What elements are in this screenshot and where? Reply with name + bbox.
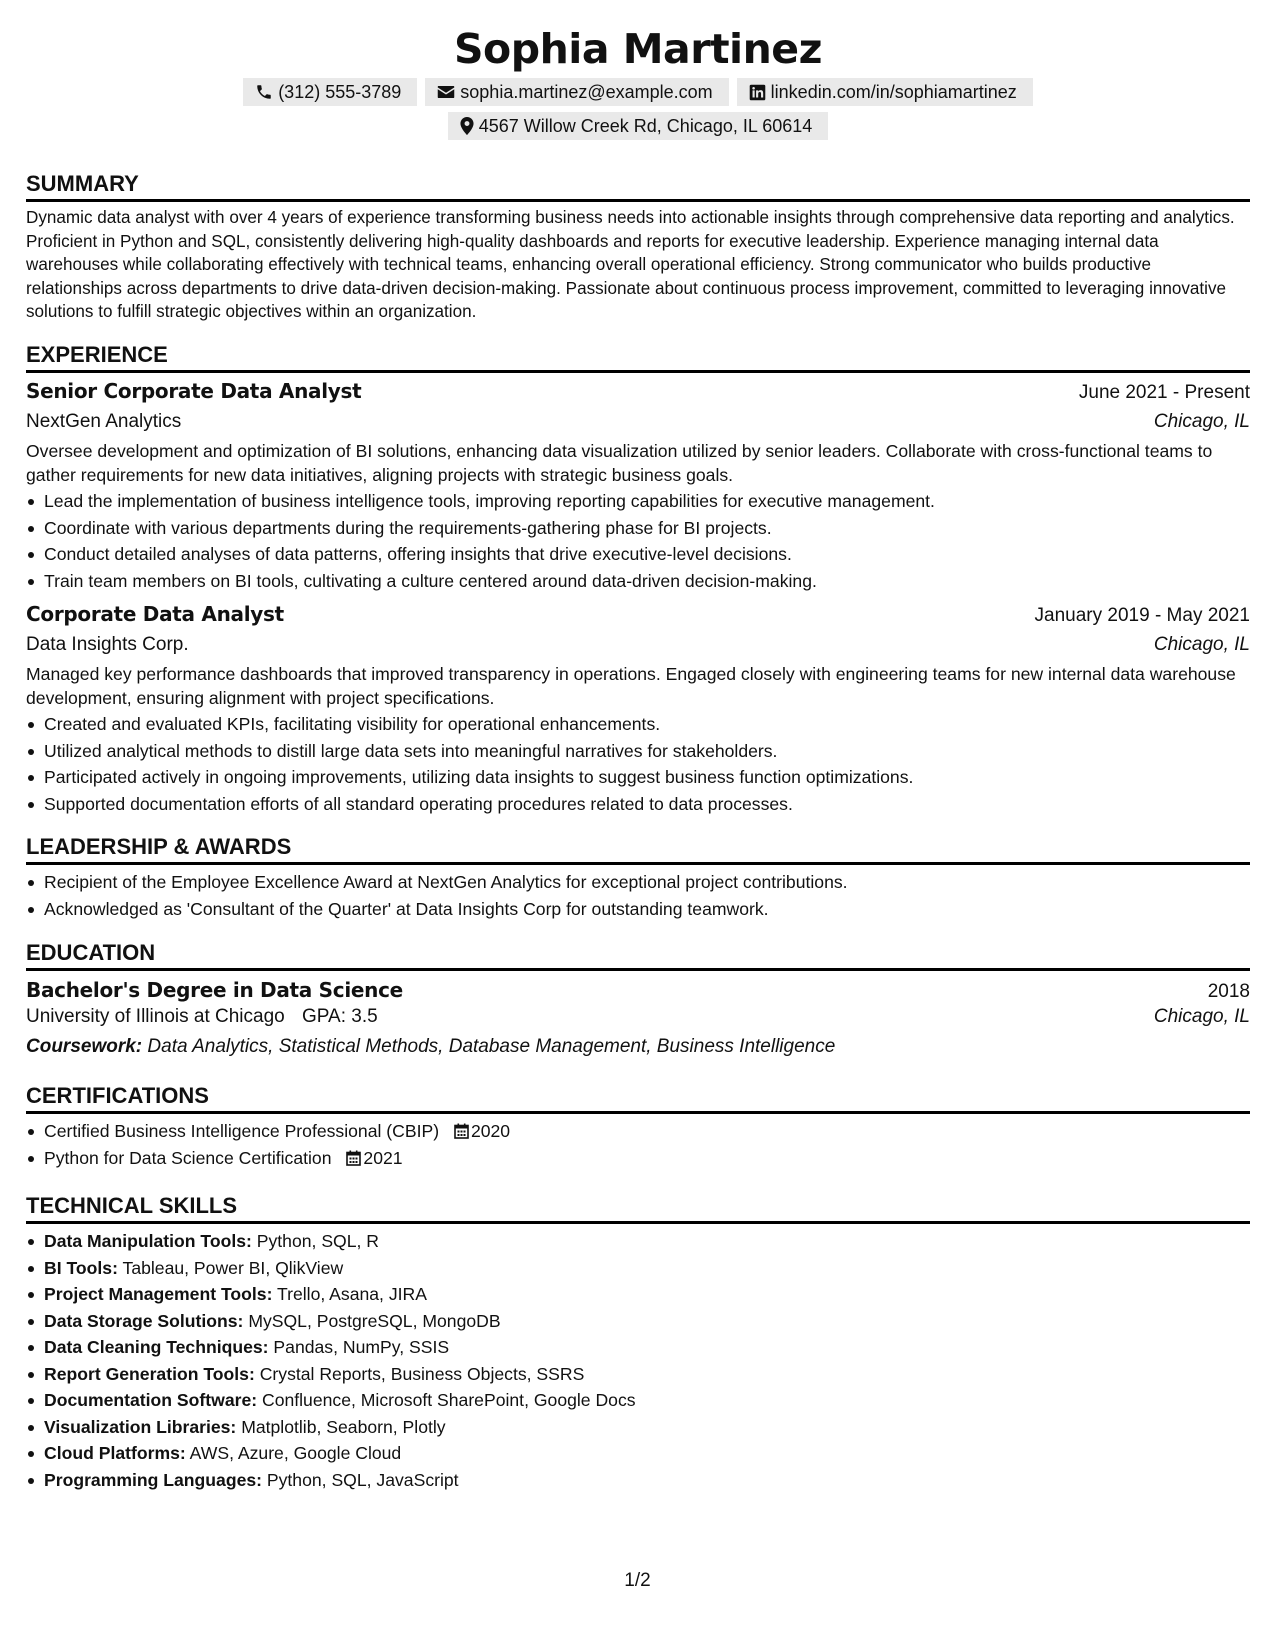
company-name: Data Insights Corp.: [26, 634, 189, 655]
summary-text: Dynamic data analyst with over 4 years of experience transforming business needs into actionable insights through comprehensive data reporting and analytics. Proficient in Python and SQL, consistently delivering high-quality dashboards and reports for executive leadership. Experience managing internal data warehouses while collaborating effectively with technical teams, enhancing overall operational efficiency. Strong communicator who builds productive relationships across departments to drive data-driven decision-making. Passionate about continuous process improvement, committed to leveraging innovative solutions to fulfill strategic objectives within an organization.: [26, 208, 1235, 321]
skill-label: Report Generation Tools:: [44, 1363, 255, 1384]
skills-list: [26, 1228, 1250, 1493]
job-title: Senior Corporate Data Analyst: [26, 379, 362, 403]
list-item: Lead the implementation of business intelligence tools, improving reporting capabilities for executive management.: [44, 488, 1250, 515]
list-item: Recipient of the Employee Excellence Award at NextGen Analytics for exceptional project contributions.: [44, 869, 1250, 896]
skill-value: Matplotlib, Seaborn, Plotly: [241, 1416, 446, 1437]
summary-heading: SUMMARY: [26, 170, 1250, 202]
phone-text: (312) 555-3789: [278, 82, 402, 102]
certification-year: 2021: [363, 1147, 403, 1168]
email-text: sophia.martinez@example.com: [460, 82, 713, 102]
degree-title: Bachelor's Degree in Data Science: [26, 978, 403, 1002]
list-item: Participated actively in ongoing improvements, utilizing data insights to suggest business function optimizations.: [44, 764, 1250, 791]
resume-page: [26, 0, 1250, 1490]
job-date: January 2019 - May 2021: [1034, 605, 1250, 626]
education-section: [26, 939, 1250, 1058]
certifications-heading: CERTIFICATIONS: [26, 1082, 1250, 1114]
email-chip[interactable]: [425, 78, 728, 106]
list-item: [44, 1440, 1250, 1467]
linkedin-icon: [749, 84, 766, 101]
job-date: June 2021 - Present: [1078, 382, 1250, 403]
degree-header: [26, 978, 1250, 1003]
linkedin-chip[interactable]: [737, 78, 1033, 106]
job-title: Corporate Data Analyst: [26, 602, 284, 626]
skill-label: Documentation Software:: [44, 1390, 258, 1410]
list-item: Acknowledged as 'Consultant of the Quarter' at Data Insights Corp for outstanding teamwork.: [44, 896, 1250, 923]
job-subheader: [26, 411, 1250, 433]
calendar-icon: [346, 1150, 361, 1166]
list-item: [44, 1334, 1250, 1361]
address-chip: [448, 112, 829, 140]
skill-value: Pandas, NumPy, SSIS: [273, 1337, 450, 1357]
list-item: [44, 1387, 1250, 1414]
job-description: Managed key performance dashboards that improved transparency in operations. Engaged closely with engineering teams for new internal data warehouse development, ensuring alignment with project specifications.: [26, 664, 1236, 708]
list-item: [44, 1308, 1250, 1335]
list-item: Coordinate with various departments during the requirements-gathering phase for BI projects.: [44, 515, 1250, 542]
coursework-label: Coursework:: [26, 1036, 143, 1057]
experience-heading: EXPERIENCE: [26, 341, 1250, 373]
job-bullets: [26, 711, 1250, 817]
list-item: [44, 1361, 1250, 1388]
school-location: Chicago, IL: [1153, 1006, 1250, 1027]
skill-value: AWS, Azure, Google Cloud: [189, 1443, 402, 1463]
skill-value: Crystal Reports, Business Objects, SSRS: [259, 1363, 585, 1384]
skill-value: MySQL, PostgreSQL, MongoDB: [248, 1310, 501, 1331]
coursework-text: Data Analytics, Statistical Methods, Database Management, Business Intelligence: [147, 1036, 836, 1057]
calendar-icon: [454, 1123, 469, 1139]
skills-heading: TECHNICAL SKILLS: [26, 1192, 1250, 1224]
skill-label: Cloud Platforms:: [44, 1443, 186, 1463]
phone-icon: [255, 83, 273, 101]
job-header: [26, 602, 1250, 627]
certifications-section: [26, 1082, 1250, 1171]
job-description: Oversee development and optimization of BI solutions, enhancing data visualization utilized by senior leaders. Collaborate with cross-functional teams to gather requirements for new data initiatives, aligning projects with strategic business goals.: [26, 441, 1213, 485]
certification-name: Python for Data Science Certification: [44, 1147, 332, 1168]
school-name: University of Illinois at Chicago: [26, 1006, 285, 1027]
job-location: Chicago, IL: [1153, 411, 1250, 432]
certification-year: 2020: [470, 1121, 511, 1141]
leadership-list: [26, 869, 1250, 922]
skill-value: Python, SQL, JavaScript: [266, 1469, 459, 1490]
skill-value: Python, SQL, R: [256, 1231, 380, 1251]
education-heading: EDUCATION: [26, 939, 1250, 971]
candidate-name: Sophia Martinez: [454, 25, 822, 73]
linkedin-text: linkedin.com/in/sophiamartinez: [770, 82, 1017, 102]
list-item: Supported documentation efforts of all standard operating procedures related to data processes.: [44, 791, 1250, 818]
envelope-icon: [437, 84, 455, 100]
job-bullets: [26, 488, 1250, 594]
contact-row-primary: [26, 78, 1250, 106]
graduation-year: 2018: [1207, 981, 1250, 1002]
job-header: [26, 379, 1250, 404]
list-item: [44, 1145, 1250, 1172]
map-pin-icon: [460, 117, 474, 135]
summary-section: [26, 170, 1250, 324]
leadership-section: [26, 833, 1250, 922]
phone-chip[interactable]: [243, 78, 417, 106]
address-text: 4567 Willow Creek Rd, Chicago, IL 60614: [478, 116, 813, 136]
skill-value: Tableau, Power BI, QlikView: [122, 1257, 344, 1278]
list-item: Train team members on BI tools, cultivating a culture centered around data-driven decision-making.: [44, 568, 1250, 595]
list-item: [44, 1118, 1250, 1145]
contact-row-secondary: [26, 112, 1250, 140]
skills-section: [26, 1192, 1250, 1493]
job-entry: [26, 602, 1250, 817]
job-location: Chicago, IL: [1153, 634, 1250, 655]
certification-name: Certified Business Intelligence Professional (CBIP): [44, 1121, 440, 1141]
list-item: [44, 1414, 1250, 1441]
job-subheader: [26, 634, 1250, 656]
school-line: [26, 1006, 1250, 1028]
list-item: [44, 1255, 1250, 1282]
list-item: [44, 1281, 1250, 1308]
job-entry: [26, 379, 1250, 594]
list-item: [44, 1228, 1250, 1255]
gpa: GPA: 3.5: [302, 1006, 378, 1027]
skill-value: Confluence, Microsoft SharePoint, Google Docs: [261, 1390, 636, 1410]
skill-label: Visualization Libraries:: [44, 1416, 237, 1437]
skill-label: Data Manipulation Tools:: [44, 1231, 252, 1251]
skill-label: Project Management Tools:: [44, 1284, 273, 1304]
leadership-heading: LEADERSHIP & AWARDS: [26, 833, 1250, 865]
skill-label: Data Storage Solutions:: [44, 1310, 244, 1331]
skill-label: Data Cleaning Techniques:: [44, 1337, 269, 1357]
list-item: Conduct detailed analyses of data patterns, offering insights that drive executive-level decisions.: [44, 541, 1250, 568]
skill-label: Programming Languages:: [44, 1469, 262, 1490]
page-number: 1/2: [624, 1570, 651, 1591]
certifications-list: [26, 1118, 1250, 1171]
list-item: Utilized analytical methods to distill large data sets into meaningful narratives for stakeholders.: [44, 738, 1250, 765]
company-name: NextGen Analytics: [26, 411, 182, 432]
list-item: Created and evaluated KPIs, facilitating visibility for operational enhancements.: [44, 711, 1250, 738]
list-item: [44, 1467, 1250, 1494]
coursework-line: [26, 1036, 1250, 1058]
experience-section: [26, 341, 1250, 817]
skill-label: BI Tools:: [44, 1257, 118, 1278]
skill-value: Trello, Asana, JIRA: [277, 1284, 427, 1304]
